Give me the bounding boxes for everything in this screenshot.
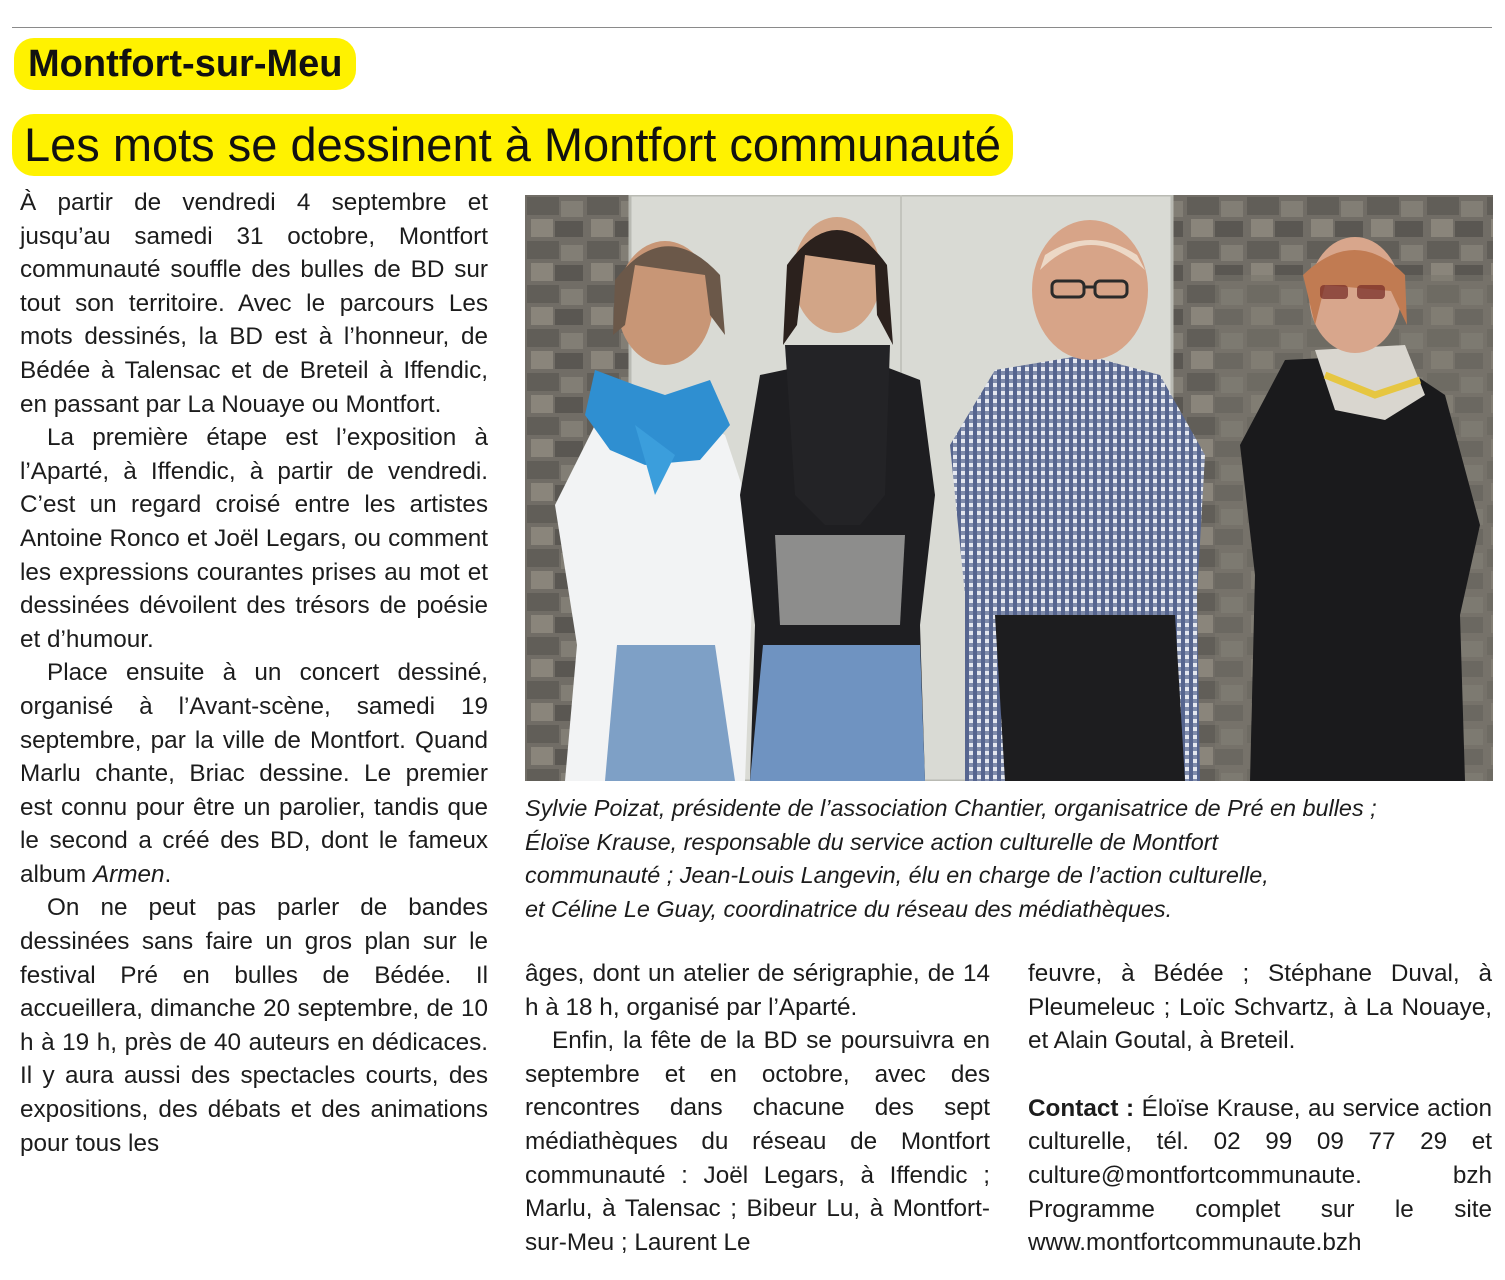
paragraph: Enfin, la fête de la BD se poursuivra en septembre et en octobre, avec des rencontres dans chacune des sept médiathèques du réseau de Montfort communauté : Joël Legars, à Iffendic ; Marlu, à Talensac ; Bibeur Lu, à Montfort-sur-Meu ; Laurent Le bbox=[525, 1027, 990, 1256]
photo-caption bbox=[525, 792, 1493, 926]
contact-label: Contact : bbox=[1028, 1094, 1135, 1122]
caption-line: Sylvie Poizat, présidente de l’association Chantier, organisatrice de Pré en bulles ; bbox=[525, 795, 1377, 821]
article-column-2 bbox=[525, 957, 990, 1259]
paragraph-end: . bbox=[164, 860, 172, 888]
paragraph: À partir de vendredi 4 septembre et jusqu’au samedi 31 octobre, Montfort communauté souffle des bulles de BD sur tout son territoire. Avec le parcours Les mots dessinés, la BD est à l’honneur, de Bédée à Talensac et de Breteil à Iffendic, en passant par La Nouaye ou Montfort. bbox=[20, 189, 488, 418]
article-column-1 bbox=[20, 186, 488, 1160]
caption-line: Éloïse Krause, responsable du service action culturelle de Montfort bbox=[525, 828, 1218, 855]
paragraph bbox=[20, 656, 488, 891]
paragraph: feuvre, à Bédée ; Stéphane Duval, à Pleumeleuc ; Loïc Schvartz, à La Nouaye, et Alain Goutal, à Breteil. bbox=[1028, 960, 1492, 1055]
paragraph: On ne peut pas parler de bandes dessinées sans faire un gros plan sur le festival Pré en bulles de Bédée. Il accueillera, dimanche 20 septembre, de 10 h à 19 h, près de 40 auteurs en dédicaces. Il y aura aussi des spectacles courts, des expositions, des débats et des animations pour tous les bbox=[20, 894, 488, 1157]
photo-illustration bbox=[525, 195, 1493, 781]
caption-line: communauté ; Jean-Louis Langevin, élu en charge de l’action culturelle, bbox=[525, 862, 1269, 889]
paragraph bbox=[20, 421, 488, 656]
album-title: Armen bbox=[92, 860, 165, 888]
article-column-3 bbox=[1028, 957, 1492, 1260]
caption-line: et Céline Le Guay, coordinatrice du réseau des médiathèques. bbox=[525, 895, 1173, 922]
article-photo bbox=[525, 195, 1493, 781]
paragraph-text: La première étape est l’exposition à l’Aparté, à Iffendic, à partir de vendredi. C’est un regard croisé entre les artistes Antoine Ronco et Joël Legars, ou comment les expressions courantes prises au mot et dessinées dévoilent des trésors de poésie et d’humour. bbox=[20, 424, 488, 653]
article-headline: Les mots se dessinent à Montfort communauté bbox=[12, 114, 1013, 176]
contact-paragraph bbox=[1028, 1092, 1492, 1260]
paragraph: âges, dont un atelier de sérigraphie, de 14 h à 18 h, organisé par l’Aparté. bbox=[525, 960, 990, 1021]
paragraph-text: Place ensuite à un concert dessiné, organisé à l’Avant-scène, samedi 19 septembre, par la ville de Montfort. Quand Marlu chante, Briac dessine. Le premier est connu pour être un parolier, tandis que le second a créé des BD, dont le fameux album bbox=[20, 659, 488, 888]
contact-text: Éloïse Krause, au service action culturelle, tél. 02 99 09 77 29 et culture@montfortcommunaute. bzh Programme complet sur le site www.montfortcommunaute.bzh bbox=[1028, 1094, 1492, 1257]
top-rule bbox=[12, 27, 1492, 28]
section-label: Montfort-sur-Meu bbox=[14, 38, 356, 90]
